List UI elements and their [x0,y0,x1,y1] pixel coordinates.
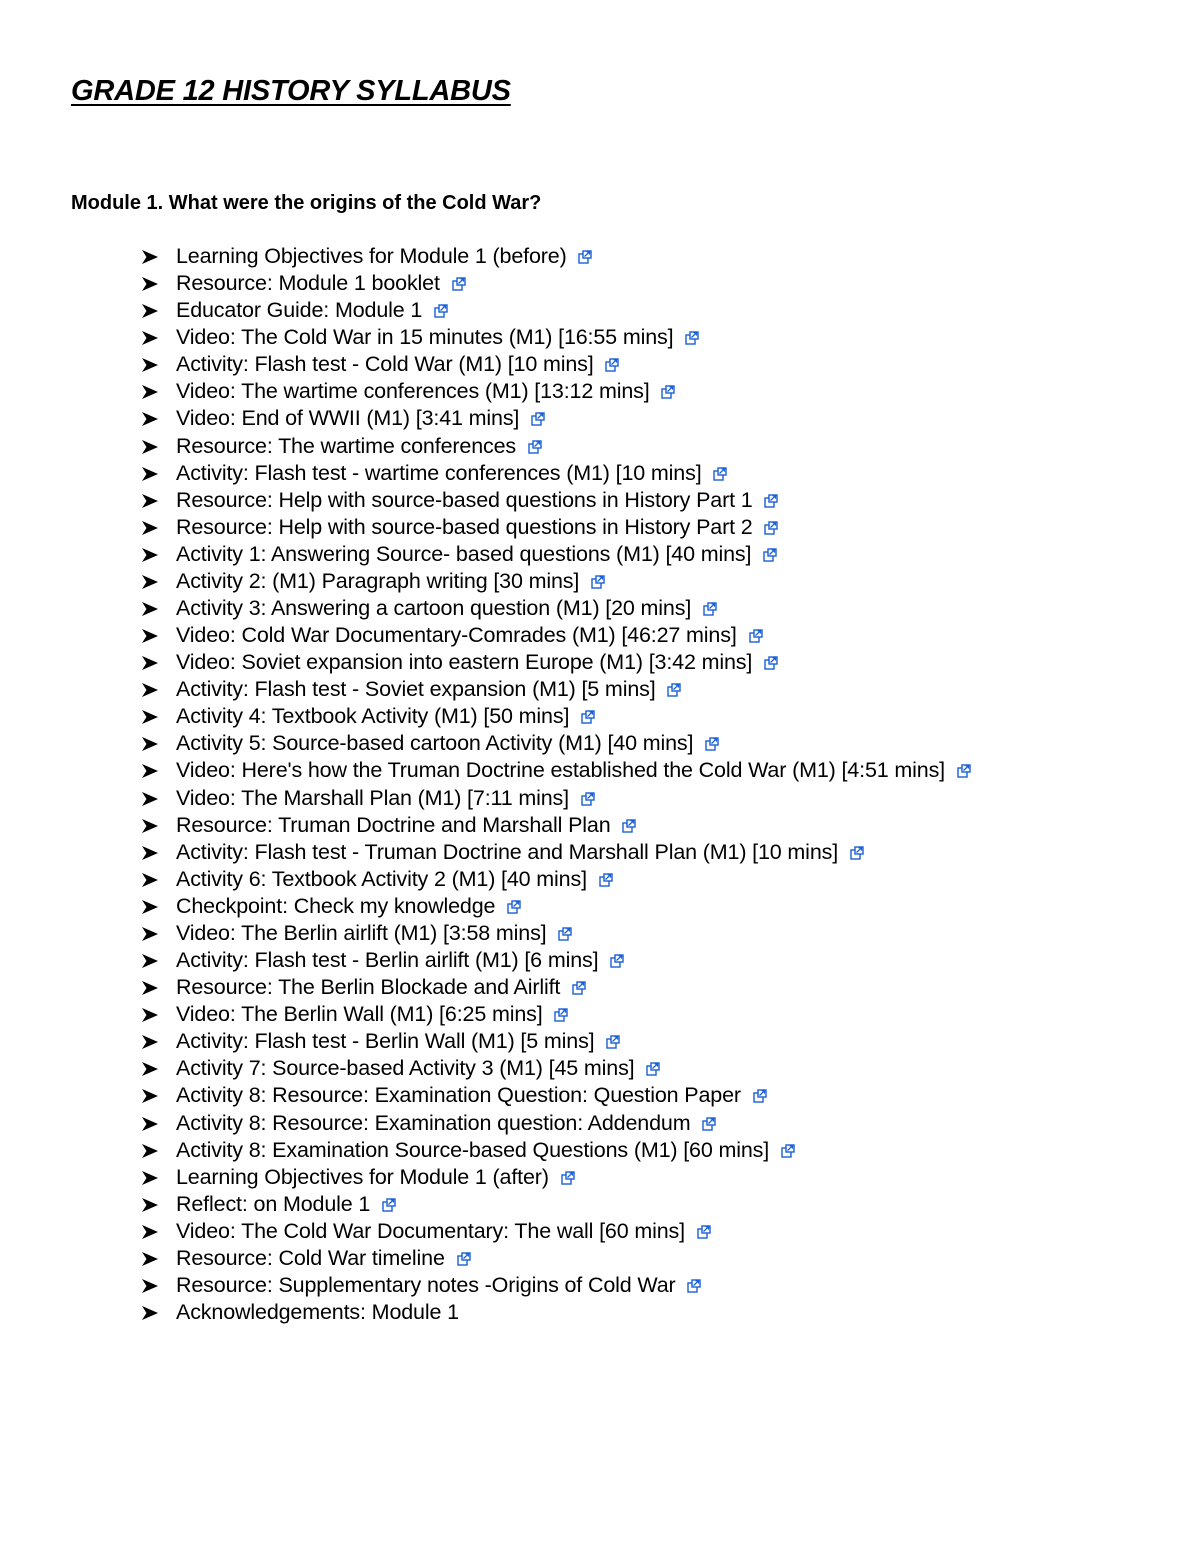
external-link-icon[interactable] [382,1198,396,1212]
item-label: Activity: Flash test - Berlin Wall (M1) [5 mins] [176,1029,595,1054]
module-heading: Module 1. What were the origins of the Cold War? [71,192,542,214]
item-link[interactable] [176,649,778,676]
arrowhead-bullet-icon [141,351,161,378]
arrowhead-bullet-icon [141,866,161,893]
external-link-icon[interactable] [705,737,719,751]
arrowhead-bullet-icon [141,1272,161,1299]
item-label: Activity 8: Resource: Examination question: Addendum [176,1110,691,1135]
item-label: Activity 3: Answering a cartoon question (M1) [20 mins] [176,596,692,621]
item-label: Reflect: on Module 1 [176,1191,371,1216]
item-label: Activity 4: Textbook Activity (M1) [50 mins] [176,704,570,729]
item-link[interactable] [176,595,717,622]
item-label: Activity 7: Source-based Activity 3 (M1) [45 mins] [176,1056,635,1081]
item-label: Video: The Cold War in 15 minutes (M1) [16:55 mins] [176,325,674,350]
external-link-icon[interactable] [713,467,727,481]
external-link-icon[interactable] [697,1225,711,1239]
item-link[interactable] [176,1055,660,1082]
item-link[interactable] [176,1082,767,1109]
external-link-icon[interactable] [531,412,545,426]
arrowhead-bullet-icon [141,785,161,812]
external-link-icon[interactable] [561,1171,575,1185]
item-link[interactable] [176,351,619,378]
item-label: Video: The Berlin Wall (M1) [6:25 mins] [176,1002,543,1027]
arrowhead-bullet-icon [141,1137,161,1164]
external-link-icon[interactable] [703,602,717,616]
external-link-icon[interactable] [581,710,595,724]
external-link-icon[interactable] [622,819,636,833]
arrowhead-bullet-icon [141,920,161,947]
item-label: Learning Objectives for Module 1 (before) [176,244,567,268]
item-label: Video: The Cold War Documentary: The wall [60 mins] [176,1218,685,1243]
arrowhead-bullet-icon [141,1082,161,1109]
item-label: Video: Soviet expansion into eastern Europe (M1) [3:42 mins] [176,650,753,675]
arrowhead-bullet-icon [141,893,161,920]
external-link-icon[interactable] [646,1062,660,1076]
item-label: Activity 8: Examination Source-based Questions (M1) [60 mins] [176,1137,770,1162]
arrowhead-bullet-icon [141,1218,161,1245]
external-link-icon[interactable] [591,575,605,589]
external-link-icon[interactable] [599,873,613,887]
item-link[interactable] [176,893,521,920]
arrowhead-bullet-icon [141,812,161,839]
item-link[interactable] [176,622,763,649]
item-link[interactable] [176,839,864,866]
item-link[interactable] [176,324,699,351]
item-label: Video: The wartime conferences (M1) [13:12 mins] [176,379,650,404]
arrowhead-bullet-icon [141,757,161,784]
item-label: Activity: Flash test - Cold War (M1) [10 mins] [176,352,594,377]
item-label: Video: The Marshall Plan (M1) [7:11 mins] [176,785,569,810]
external-link-icon[interactable] [687,1279,701,1293]
item-link[interactable] [176,568,605,595]
item-link[interactable] [176,730,719,757]
item-label: Video: The Berlin airlift (M1) [3:58 mins] [176,920,547,945]
arrowhead-bullet-icon [141,1001,161,1028]
item-link[interactable] [176,1272,701,1299]
external-link-icon[interactable] [606,1035,620,1049]
item-link[interactable] [176,1001,568,1028]
arrowhead-bullet-icon [141,676,161,703]
arrowhead-bullet-icon [141,243,161,270]
item-label: Activity: Flash test - Truman Doctrine and Marshall Plan (M1) [10 mins] [176,839,839,864]
arrowhead-bullet-icon [141,947,161,974]
arrowhead-bullet-icon [141,595,161,622]
external-link-icon[interactable] [781,1144,795,1158]
external-link-icon[interactable] [452,277,466,291]
arrowhead-bullet-icon [141,730,161,757]
item-link[interactable] [176,297,448,324]
item-link[interactable] [176,460,727,487]
item-link[interactable] [176,920,572,947]
item-link[interactable] [176,1191,396,1218]
arrowhead-bullet-icon [141,405,161,432]
item-link[interactable] [176,433,542,460]
external-link-icon[interactable] [434,304,448,318]
arrowhead-bullet-icon [141,839,161,866]
arrowhead-bullet-icon [141,1164,161,1191]
item-link[interactable] [176,785,595,812]
item-label: Video: Cold War Documentary-Comrades (M1) [46:27 mins] [176,623,737,648]
item-label: Activity 2: (M1) Paragraph writing [30 mins] [176,568,580,593]
arrowhead-bullet-icon [141,1110,161,1137]
item-label: Checkpoint: Check my knowledge [176,893,496,918]
external-link-icon[interactable] [605,358,619,372]
arrowhead-bullet-icon [141,1299,161,1326]
item-label: Activity 1: Answering Source- based questions (M1) [40 mins] [176,541,752,566]
arrowhead-bullet-icon [141,1055,161,1082]
external-link-icon[interactable] [764,494,778,508]
item-link[interactable] [176,974,586,1001]
external-link-icon[interactable] [610,954,624,968]
external-link-icon[interactable] [528,440,542,454]
external-link-icon[interactable] [572,981,586,995]
external-link-icon[interactable] [457,1252,471,1266]
item-link[interactable] [176,947,624,974]
external-link-icon[interactable] [764,521,778,535]
item-label: Resource: Help with source-based questions in History Part 1 [176,487,753,512]
external-link-icon[interactable] [850,846,864,860]
external-link-icon[interactable] [554,1008,568,1022]
arrowhead-bullet-icon [141,460,161,487]
arrowhead-bullet-icon [141,324,161,351]
item-label: Activity 8: Resource: Examination Question: Question Paper [176,1083,741,1108]
item-link[interactable] [176,270,466,297]
item-label: Video: End of WWII (M1) [3:41 mins] [176,406,520,431]
item-link[interactable] [176,405,545,432]
item-link[interactable] [176,676,681,703]
arrowhead-bullet-icon [141,1245,161,1272]
item-link[interactable] [176,1245,471,1272]
item-link[interactable] [176,1164,575,1191]
item-label: Activity: Flash test - wartime conferences (M1) [10 mins] [176,460,702,485]
item-link[interactable] [176,1137,795,1164]
external-link-icon[interactable] [581,792,595,806]
arrowhead-bullet-icon [141,487,161,514]
arrowhead-bullet-icon [141,622,161,649]
item-text [176,1299,459,1326]
arrowhead-bullet-icon [141,270,161,297]
arrowhead-bullet-icon [141,514,161,541]
external-link-icon[interactable] [507,900,521,914]
external-link-icon[interactable] [661,385,675,399]
item-label: Resource: Module 1 booklet [176,271,440,296]
item-label: Resource: Supplementary notes -Origins of Cold War [176,1272,676,1297]
item-label: Resource: Help with source-based questions in History Part 2 [176,514,753,539]
arrowhead-bullet-icon [141,568,161,595]
arrowhead-bullet-icon [141,703,161,730]
item-label: Activity: Flash test - Soviet expansion (M1) [5 mins] [176,677,656,702]
external-link-icon[interactable] [685,331,699,345]
external-link-icon[interactable] [667,683,681,697]
external-link-icon[interactable] [753,1089,767,1103]
item-link[interactable] [176,866,613,893]
item-label: Learning Objectives for Module 1 (after) [176,1164,549,1189]
item-link[interactable] [176,1218,711,1245]
external-link-icon[interactable] [749,629,763,643]
item-link[interactable] [176,243,592,270]
arrowhead-bullet-icon [141,1191,161,1218]
external-link-icon[interactable] [763,548,777,562]
external-link-icon[interactable] [957,764,971,778]
arrowhead-bullet-icon [141,649,161,676]
item-label: Video: Here's how the Truman Doctrine established the Cold War (M1) [4:51 mins] [176,758,945,783]
item-link[interactable] [176,514,778,541]
item-link[interactable] [176,812,636,839]
item-label: Acknowledgements: Module 1 [176,1300,459,1325]
item-link[interactable] [176,1110,716,1137]
item-link[interactable] [176,378,675,405]
item-link[interactable] [176,1028,620,1055]
item-label: Resource: The Berlin Blockade and Airlift [176,975,561,1000]
arrowhead-bullet-icon [141,378,161,405]
item-label: Activity: Flash test - Berlin airlift (M1) [6 mins] [176,948,599,973]
item-label: Educator Guide: Module 1 [176,298,423,323]
external-link-icon[interactable] [764,656,778,670]
arrowhead-bullet-icon [141,297,161,324]
external-link-icon[interactable] [558,927,572,941]
external-link-icon[interactable] [702,1117,716,1131]
item-label: Activity 6: Textbook Activity 2 (M1) [40 mins] [176,866,587,891]
arrowhead-bullet-icon [141,541,161,568]
item-link[interactable] [176,487,778,514]
document-title: GRADE 12 HISTORY SYLLABUS [71,75,511,107]
arrowhead-bullet-icon [141,1028,161,1055]
item-label: Resource: Truman Doctrine and Marshall Plan [176,812,611,837]
external-link-icon[interactable] [578,250,592,264]
arrowhead-bullet-icon [141,433,161,460]
item-label: Resource: The wartime conferences [176,433,517,458]
arrowhead-bullet-icon [141,974,161,1001]
item-link[interactable] [176,757,971,784]
item-link[interactable] [176,703,595,730]
item-label: Resource: Cold War timeline [176,1245,445,1270]
item-link[interactable] [176,541,777,568]
item-label: Activity 5: Source-based cartoon Activity (M1) [40 mins] [176,731,694,756]
